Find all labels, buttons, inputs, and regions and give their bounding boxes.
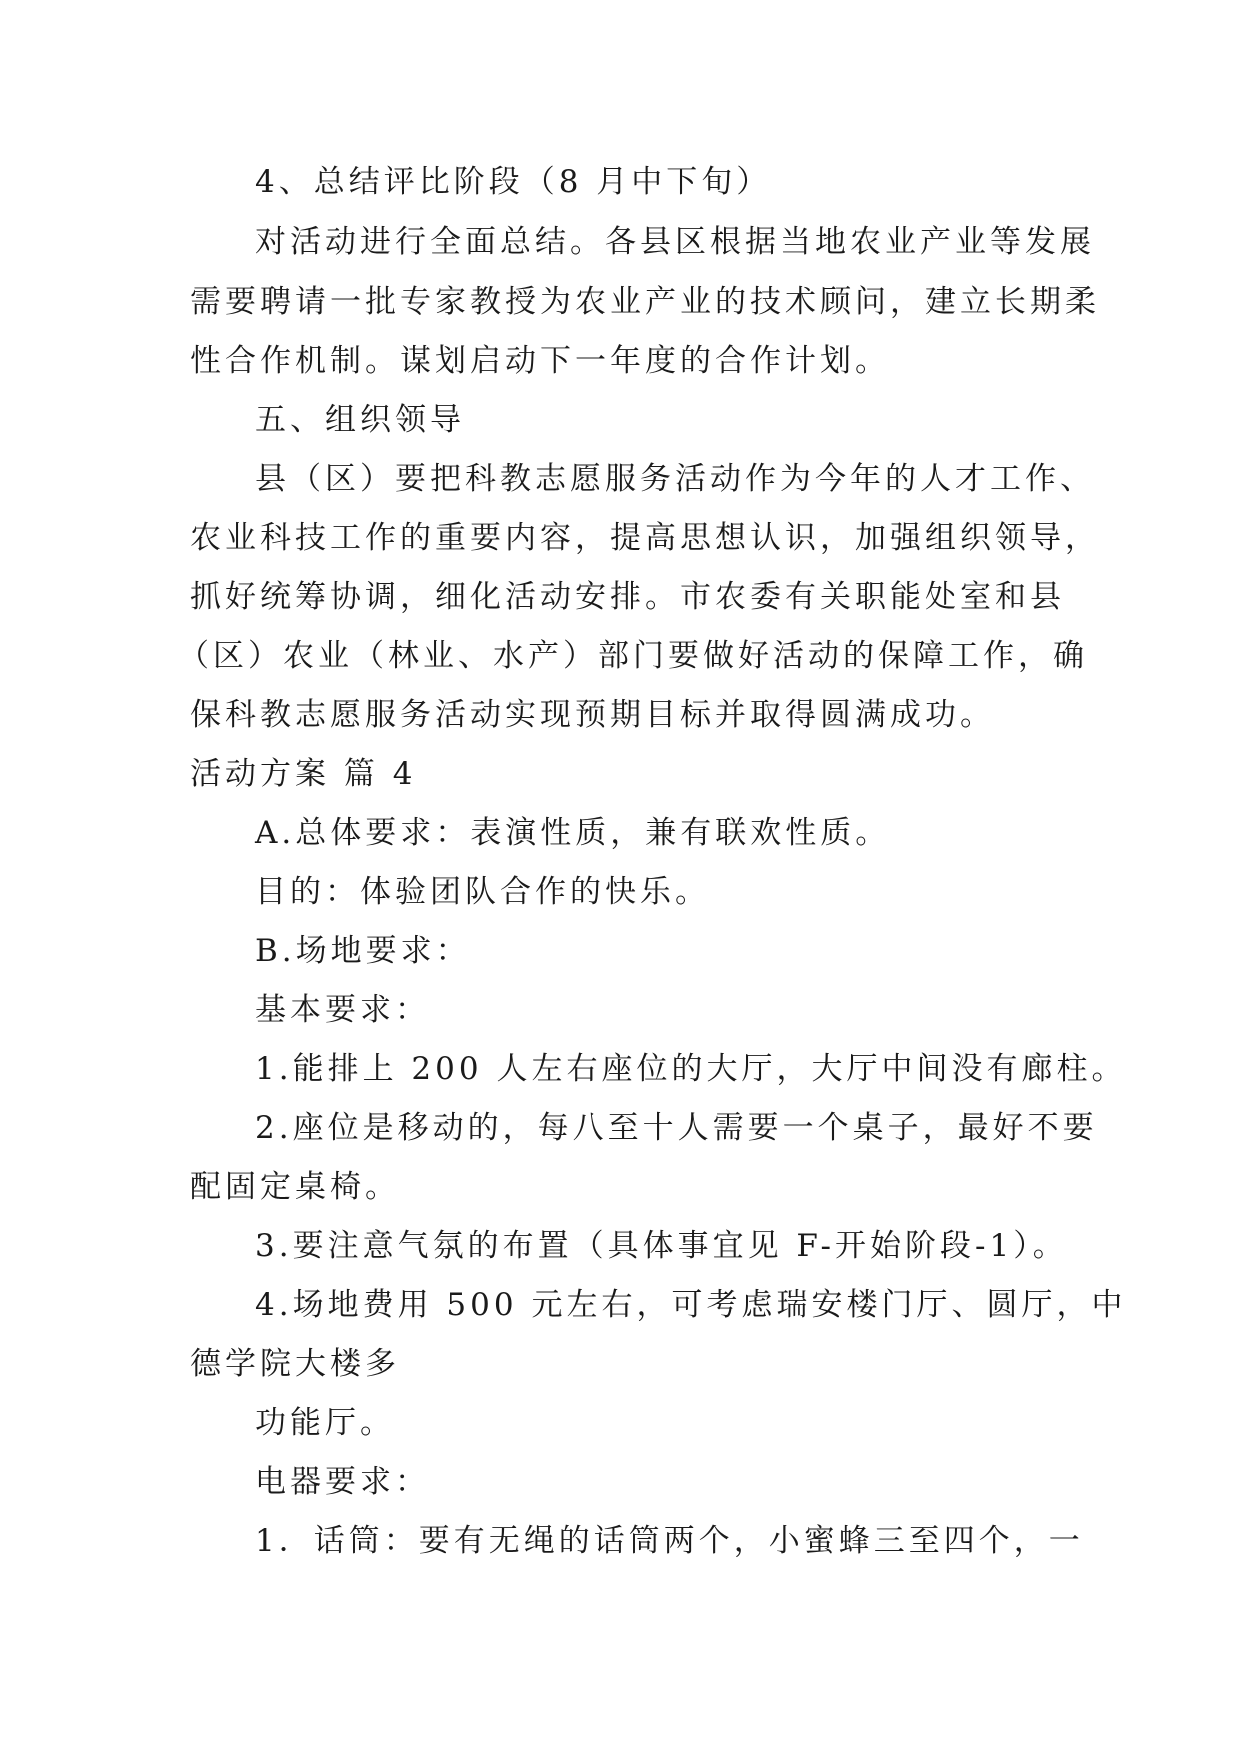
text-line: 需要聘请一批专家教授为农业产业的技术顾问，建立长期柔	[190, 284, 1100, 320]
text-line: 功能厅。	[255, 1405, 395, 1441]
text-line: 保科教志愿服务活动实现预期目标并取得圆满成功。	[190, 697, 995, 733]
text-line: 4.场地费用 500 元左右，可考虑瑞安楼门厅、圆厅，中	[255, 1287, 1127, 1323]
text-line: 性合作机制。谋划启动下一年度的合作计划。	[190, 343, 890, 379]
text-line: 农业科技工作的重要内容，提高思想认识，加强组织领导，	[190, 520, 1100, 556]
text-line: 1．话筒：要有无绳的话筒两个，小蜜蜂三至四个，一	[255, 1523, 1084, 1559]
text-line: 抓好统筹协调，细化活动安排。市农委有关职能处室和县	[190, 579, 1065, 615]
text-line: B.场地要求：	[255, 933, 471, 969]
text-line: 2.座位是移动的，每八至十人需要一个桌子，最好不要	[255, 1110, 1098, 1146]
text-line: 配固定桌椅。	[190, 1169, 400, 1205]
text-line: 3.要注意气氛的布置（具体事宜见 F-开始阶段-1）。	[255, 1228, 1068, 1264]
text-line: 县（区）要把科教志愿服务活动作为今年的人才工作、	[255, 461, 1095, 497]
section-heading: 五、组织领导	[255, 402, 465, 438]
text-line: 4、总结评比阶段（8 月中下旬）	[255, 164, 772, 200]
text-line: 对活动进行全面总结。各县区根据当地农业产业等发展	[255, 224, 1095, 260]
text-line: （区）农业（林业、水产）部门要做好活动的保障工作，确	[178, 638, 1088, 674]
text-line: 德学院大楼多	[190, 1346, 400, 1382]
text-line: A.总体要求：表演性质，兼有联欢性质。	[255, 815, 891, 851]
text-line: 1.能排上 200 人左右座位的大厅，大厅中间没有廊柱。	[255, 1051, 1127, 1087]
text-line: 目的：体验团队合作的快乐。	[255, 874, 710, 910]
document-heading: 活动方案 篇 4	[190, 756, 417, 792]
text-line: 基本要求：	[255, 992, 430, 1028]
text-line: 电器要求：	[255, 1464, 430, 1500]
